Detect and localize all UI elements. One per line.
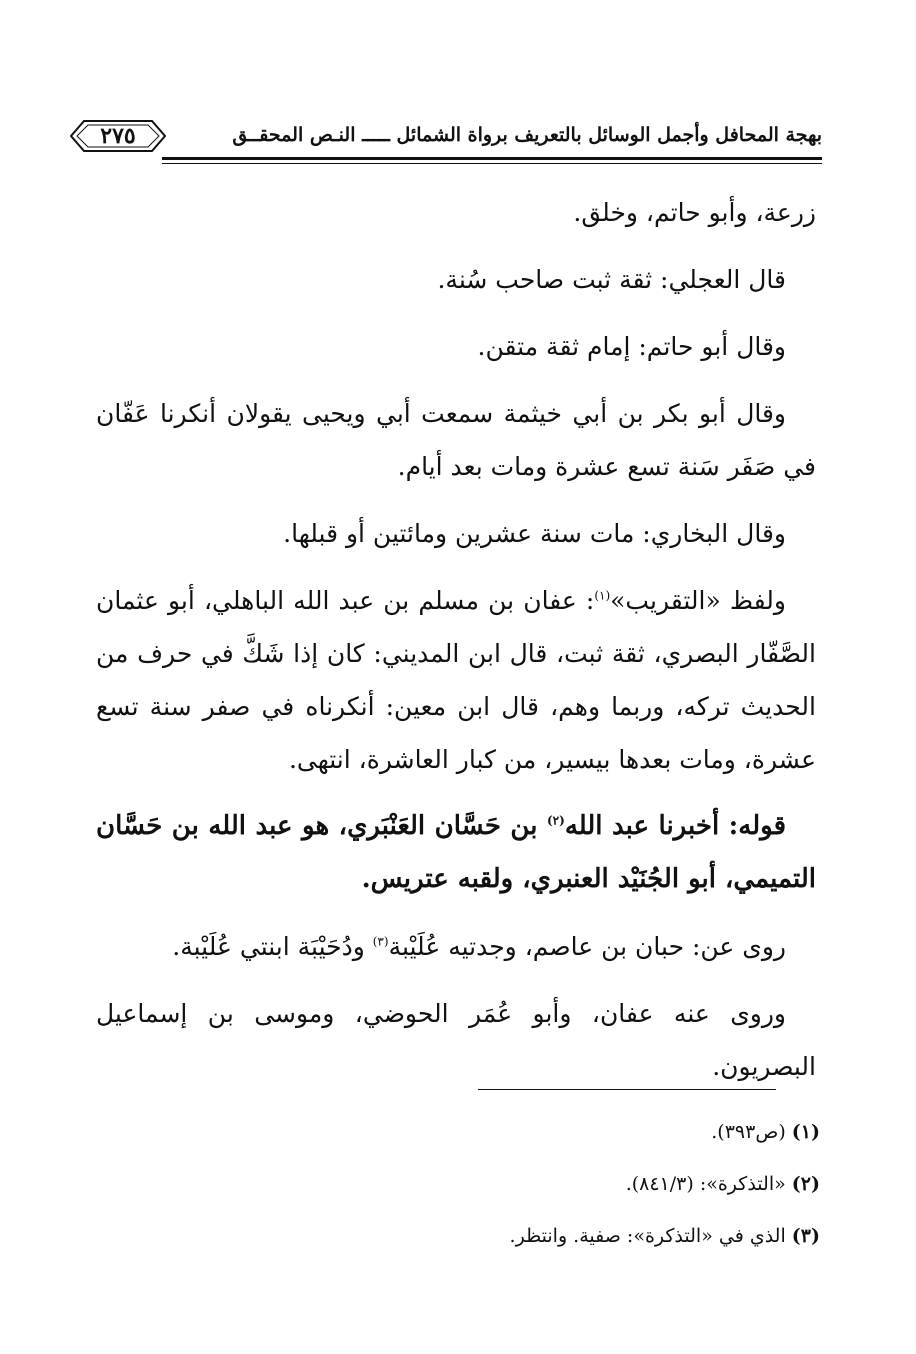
- text-run: ودُحَيْبَة ابنتي عُلَيْبة.: [172, 932, 373, 961]
- footnote: [96, 1106, 820, 1158]
- paragraph: قال العجلي: ثقة ثبت صاحب سُنة.: [437, 265, 786, 294]
- paragraph: وقال أبو بكر بن أبي خيثمة سمعت أبي ويحيى يقولان أنكرنا عَفّان في صَفَر سَنة تسع عشرة ومات بعد أيام.: [96, 399, 816, 481]
- footnote-separator: [478, 1089, 776, 1090]
- footnote-number: (١): [791, 1121, 820, 1143]
- footnote-reference[interactable]: (٣): [372, 934, 389, 949]
- footnote-text: الذي في «التذكرة»: صفية. وانتظر.: [509, 1225, 792, 1247]
- footnote-reference[interactable]: (١): [594, 588, 611, 603]
- paragraph: [96, 574, 816, 786]
- footnote: [96, 1210, 820, 1262]
- page-number-frame: [70, 120, 166, 152]
- page-header: [70, 118, 822, 162]
- paragraph: زرعة، وأبو حاتم، وخلق.: [573, 198, 816, 227]
- footnotes: [96, 1106, 820, 1262]
- footnote-text: (ص٣٩٣).: [711, 1121, 792, 1143]
- text-run: : عفان بن مسلم بن عبد الله الباهلي، أبو عثمان الصَّفّار البصري، ثقة ثبت، قال ابن المديني: كان إذا شَكَّ في حرف من الحديث تركه، وربما وهم، قال ابن معين: أنكرناه في صفر سنة تسع عشرة، ومات بعدها بيسير، من كبار العاشرة، انتهى.: [96, 586, 816, 774]
- text-run: قوله: أخبرنا عبد الله: [564, 811, 786, 841]
- paragraph: وقال البخاري: مات سنة عشرين ومائتين أو قبلها.: [283, 519, 786, 548]
- text-run: ولفظ «التقريب»: [610, 586, 786, 615]
- main-text: [96, 186, 816, 1107]
- running-title: بهجة المحافل وأجمل الوسائل بالتعريف برواة الشمائل ـــــ النـص المحقــق: [232, 124, 822, 146]
- paragraph: [96, 800, 816, 906]
- footnote: [96, 1158, 820, 1210]
- paragraph: وروى عنه عفان، وأبو عُمَر الحوضي، وموسى بن إسماعيل البصريون.: [96, 999, 816, 1081]
- text-run: بن حَسَّان العَنْبَري، هو عبد الله بن حَسَّان التميمي، أبو الجُنَيْد العنبري، ولقبه عتريس.: [96, 811, 816, 894]
- header-rule: [162, 157, 822, 160]
- footnote-reference[interactable]: (٢): [546, 813, 565, 828]
- text-run: روى عن: حبان بن عاصم، وجدتيه عُلَيْبة: [388, 932, 786, 961]
- paragraph: [96, 920, 816, 973]
- page-number: ٢٧٥: [100, 123, 136, 149]
- footnote-number: (٢): [791, 1173, 820, 1195]
- footnote-number: (٣): [791, 1225, 820, 1247]
- footnote-text: «التذكرة»: (٨٤١/٣).: [625, 1173, 792, 1195]
- paragraph: وقال أبو حاتم: إمام ثقة متقن.: [477, 332, 786, 361]
- header-rule-thin: [162, 163, 822, 164]
